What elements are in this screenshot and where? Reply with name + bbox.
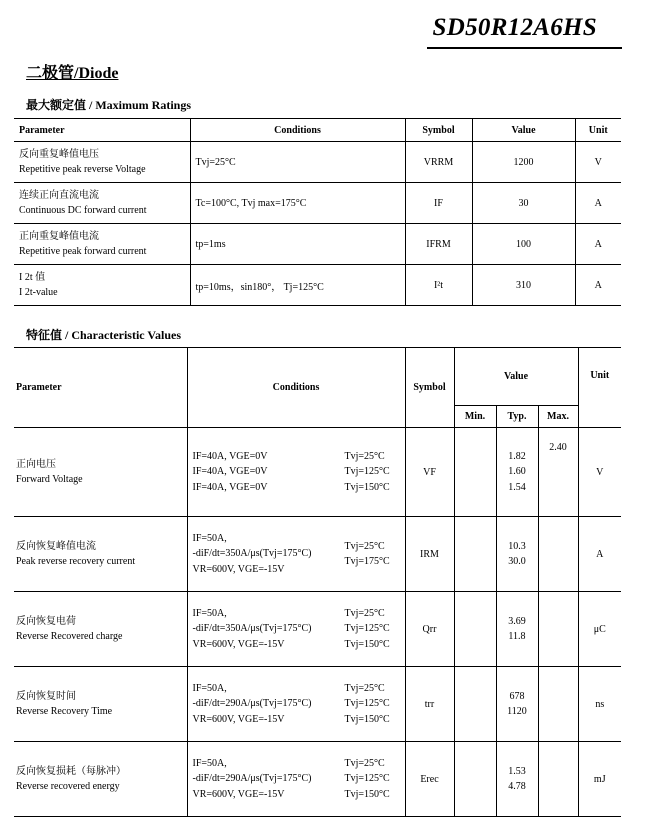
param-en: Reverse Recovered charge [16, 631, 123, 642]
page-header [0, 0, 645, 52]
condition-line: VR=600V, VGE=-15V [192, 563, 285, 575]
param-cell [14, 667, 187, 742]
char-values-title: 特征值 / Characteristic Values [26, 328, 181, 342]
temp-line: Tvj=25°C [344, 450, 385, 462]
table-row [14, 517, 621, 592]
param-cell [14, 224, 190, 265]
symbol-cell: IFRM [405, 224, 472, 265]
header-conditions: Conditions [190, 119, 405, 142]
temp-line: Tvj=150°C [344, 481, 390, 493]
param-en: Reverse recovered energy [16, 781, 120, 792]
unit-cell: A [575, 183, 621, 224]
temp-line: Tvj=25°C [344, 540, 385, 552]
typ-value: 10.3 [508, 540, 526, 552]
header-min: Min. [454, 406, 496, 428]
condition-cell [187, 517, 405, 592]
typ-cell [496, 742, 538, 817]
param-cn: I 2t 值 [19, 271, 46, 283]
table-row [14, 428, 621, 517]
condition-cell: tp=1ms [190, 224, 405, 265]
param-cell [14, 142, 190, 183]
header-conditions: Conditions [187, 348, 405, 428]
table-row [14, 592, 621, 667]
header-symbol: Symbol [405, 119, 472, 142]
unit-cell: V [575, 142, 621, 183]
value-cell: 1200 [472, 142, 575, 183]
temp-line: Tvj=150°C [344, 713, 390, 725]
typ-value: 30.0 [508, 556, 526, 567]
param-cell [14, 742, 187, 817]
symbol-cell: VRRM [405, 142, 472, 183]
param-en: Reverse Recovery Time [16, 706, 113, 717]
param-en: Forward Voltage [16, 474, 83, 485]
part-number: SD50R12A6HS [432, 14, 597, 41]
condition-line: -diF/dt=350A/μs(Tvj=175°C) [192, 623, 312, 635]
header-parameter: Parameter [14, 119, 190, 142]
param-cn: 反向重复峰值电压 [19, 148, 99, 160]
header-symbol: Symbol [405, 348, 454, 428]
condition-cell [187, 428, 405, 517]
condition-line: VR=600V, VGE=-15V [192, 713, 285, 725]
min-cell [454, 592, 496, 667]
param-cn: 反向恢复电荷 [16, 615, 76, 627]
max-cell [538, 742, 578, 817]
min-cell [454, 667, 496, 742]
header-parameter: Parameter [14, 348, 187, 428]
table-header-row [14, 348, 621, 406]
typ-cell [496, 667, 538, 742]
section-title: 二极管/Diode [26, 65, 119, 82]
param-cell [14, 592, 187, 667]
param-en: Continuous DC forward current [19, 205, 147, 216]
max-cell [538, 667, 578, 742]
typ-value: 11.8 [508, 631, 526, 642]
value-cell: 100 [472, 224, 575, 265]
condition-cell: tp=10ms，sin180°， Tj=125°C [190, 265, 405, 306]
symbol-cell: trr [405, 667, 454, 742]
max-cell [538, 592, 578, 667]
param-cell [14, 517, 187, 592]
param-en: I 2t-value [19, 287, 58, 298]
symbol-cell: Erec [405, 742, 454, 817]
unit-cell: A [575, 265, 621, 306]
table-header-row [14, 119, 621, 142]
symbol-cell: IF [405, 183, 472, 224]
typ-value: 1.54 [508, 481, 526, 493]
typ-value: 4.78 [508, 781, 526, 792]
param-cn: 正向重复峰值电流 [19, 230, 99, 242]
param-en: Repetitive peak forward current [19, 246, 147, 257]
header-value: Value [472, 119, 575, 142]
header-typ: Typ. [496, 406, 538, 428]
header-max: Max. [538, 406, 578, 428]
max-cell [538, 517, 578, 592]
condition-line: IF=50A, [192, 607, 227, 619]
temp-line: Tvj=125°C [344, 623, 390, 635]
typ-value: 1.53 [508, 765, 526, 777]
condition-line: -diF/dt=290A/μs(Tvj=175°C) [192, 698, 312, 710]
value-cell: 310 [472, 265, 575, 306]
typ-cell [496, 517, 538, 592]
condition-line: IF=50A, [192, 757, 227, 769]
min-cell [454, 428, 496, 517]
min-cell [454, 742, 496, 817]
symbol-cell: I²t [405, 265, 472, 306]
param-cn: 正向电压 [16, 458, 56, 470]
condition-line: IF=40A, VGE=0V [192, 466, 268, 478]
temp-line: Tvj=175°C [344, 556, 390, 568]
header-unit: Unit [575, 119, 621, 142]
condition-cell [187, 742, 405, 817]
condition-cell: Tc=100°C, Tvj max=175°C [190, 183, 405, 224]
temp-line: Tvj=25°C [344, 682, 385, 694]
unit-cell: A [575, 224, 621, 265]
min-cell [454, 517, 496, 592]
symbol-cell: VF [405, 428, 454, 517]
table-row [14, 142, 621, 183]
value-cell: 30 [472, 183, 575, 224]
param-cell [14, 428, 187, 517]
param-cell [14, 265, 190, 306]
temp-line: Tvj=125°C [344, 773, 390, 785]
table-row [14, 265, 621, 306]
param-en: Peak reverse recovery current [16, 556, 136, 567]
typ-value: 678 [509, 690, 525, 702]
condition-line: -diF/dt=350A/μs(Tvj=175°C) [192, 548, 312, 560]
table-row [14, 183, 621, 224]
condition-line: IF=40A, VGE=0V [192, 481, 268, 493]
param-cn: 反向恢复峰值电流 [16, 540, 96, 552]
param-cn: 连续正向直流电流 [19, 189, 99, 201]
unit-cell: A [578, 517, 621, 592]
typ-value: 1.60 [508, 466, 526, 478]
table-row [14, 224, 621, 265]
condition-cell [187, 667, 405, 742]
table-row [14, 667, 621, 742]
param-en: Repetitive peak reverse Voltage [19, 164, 146, 175]
max-ratings-table [14, 118, 621, 306]
condition-line: IF=40A, VGE=0V [192, 450, 268, 462]
typ-value: 1.82 [508, 450, 526, 462]
table-row [14, 742, 621, 817]
condition-cell [187, 592, 405, 667]
symbol-cell: IRM [405, 517, 454, 592]
temp-line: Tvj=25°C [344, 607, 385, 619]
param-cn: 反向恢复时间 [16, 690, 76, 702]
unit-cell: ns [578, 667, 621, 742]
header-unit: Unit [578, 348, 621, 428]
temp-line: Tvj=125°C [344, 466, 390, 478]
param-cn: 反向恢复损耗（每脉冲） [16, 765, 126, 777]
unit-cell: μC [578, 592, 621, 667]
typ-cell [496, 428, 538, 517]
temp-line: Tvj=150°C [344, 638, 390, 650]
symbol-cell: Qrr [405, 592, 454, 667]
param-cell [14, 183, 190, 224]
unit-cell: V [578, 428, 621, 517]
condition-line: IF=50A, [192, 532, 227, 544]
char-values-table [14, 347, 621, 817]
condition-line: VR=600V, VGE=-15V [192, 638, 285, 650]
unit-cell: mJ [578, 742, 621, 817]
max-cell: 2.40 [538, 428, 578, 517]
max-ratings-title: 最大额定值 / Maximum Ratings [26, 98, 192, 112]
typ-value: 1120 [507, 706, 527, 717]
temp-line: Tvj=150°C [344, 788, 390, 800]
temp-line: Tvj=25°C [344, 757, 385, 769]
condition-line: VR=600V, VGE=-15V [192, 788, 285, 800]
header-rule [427, 47, 622, 49]
temp-line: Tvj=125°C [344, 698, 390, 710]
condition-cell: Tvj=25°C [190, 142, 405, 183]
condition-line: IF=50A, [192, 682, 227, 694]
typ-value: 3.69 [508, 615, 526, 627]
condition-line: -diF/dt=290A/μs(Tvj=175°C) [192, 773, 312, 785]
header-value: Value [454, 348, 578, 406]
typ-cell [496, 592, 538, 667]
